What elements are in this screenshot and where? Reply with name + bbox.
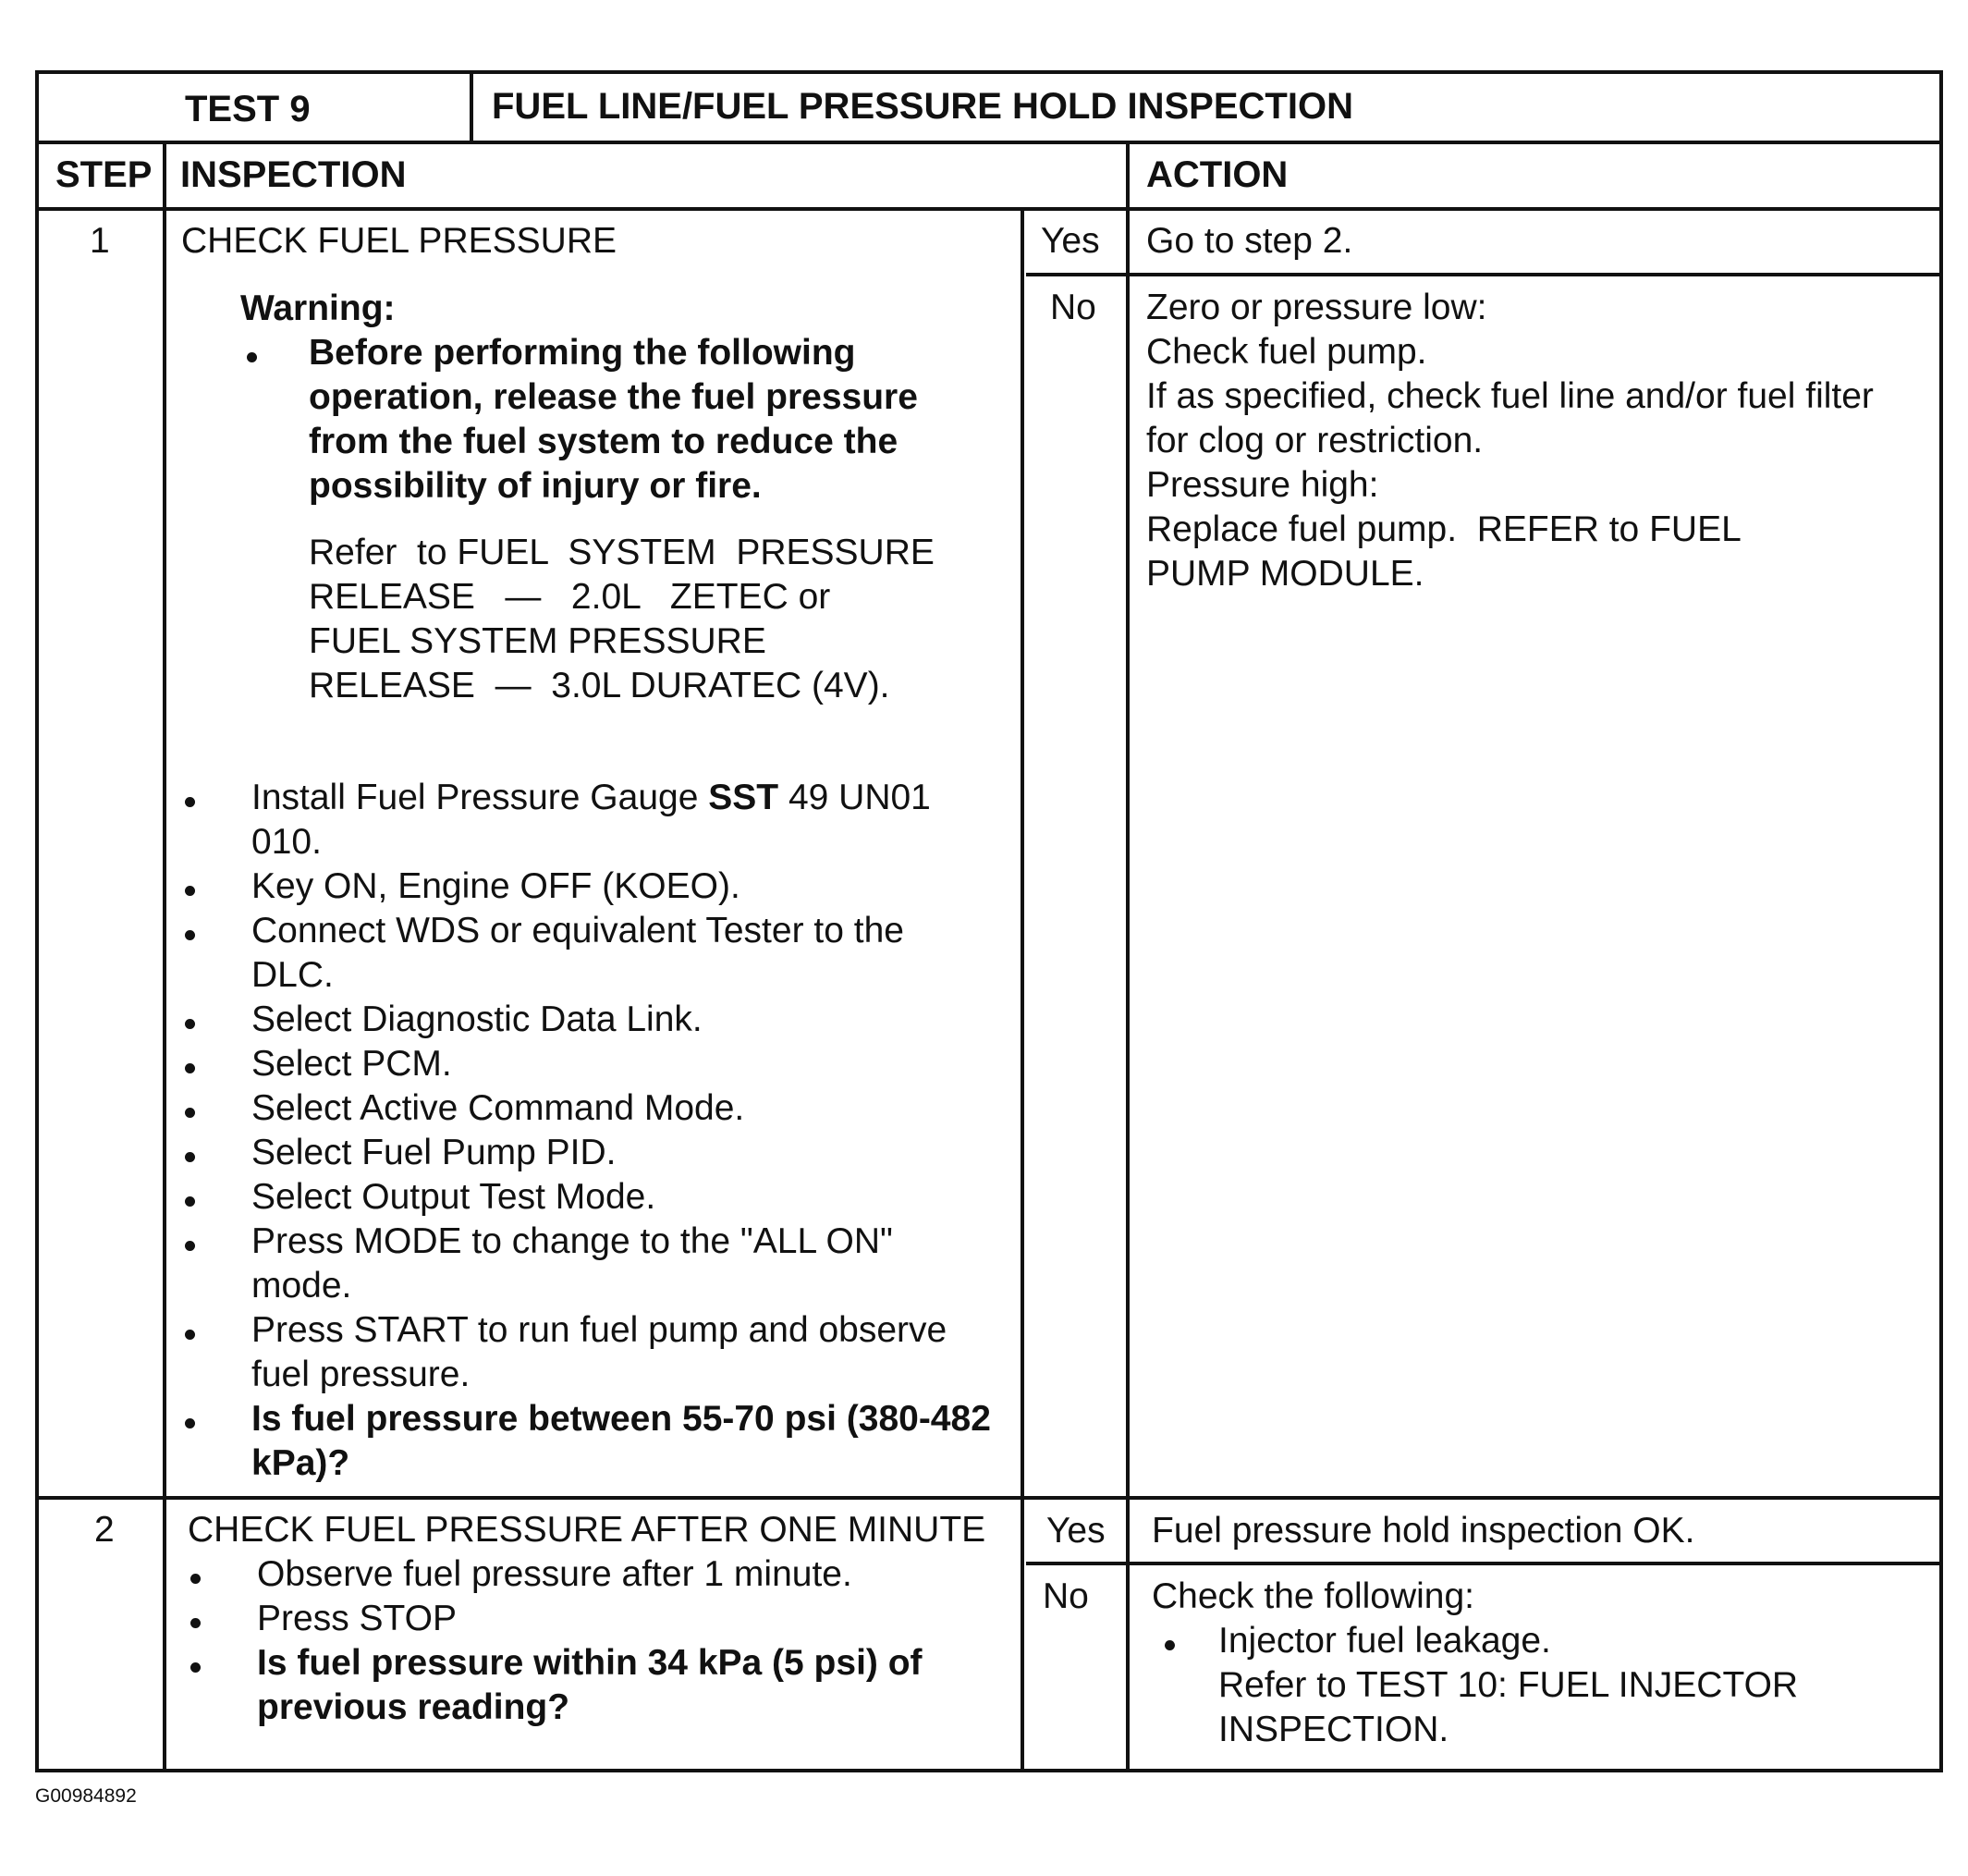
procedure-item: Select PCM. <box>251 1044 452 1084</box>
grid-line <box>1026 273 1943 276</box>
procedure-item: Select Fuel Pump PID. <box>251 1133 617 1172</box>
warning-line: operation, release the fuel pressure <box>309 377 918 417</box>
bullet-icon <box>185 1152 195 1162</box>
bullet-icon <box>185 1241 195 1251</box>
result-no-action-line: Pressure high: <box>1146 465 1379 505</box>
column-header-action: ACTION <box>1146 154 1289 195</box>
procedure-item-continued: fuel pressure. <box>251 1355 471 1394</box>
procedure-item: Connect WDS or equivalent Tester to the <box>251 911 904 950</box>
step-number: 2 <box>94 1510 115 1550</box>
table-border-right <box>1939 70 1943 1772</box>
refer-line: Refer to FUEL SYSTEM PRESSURE <box>309 533 935 572</box>
procedure-question-continued: previous reading? <box>257 1687 570 1727</box>
grid-line <box>470 70 473 142</box>
step-title: CHECK FUEL PRESSURE <box>181 221 617 261</box>
result-no-action-line: If as specified, check fuel line and/or fuel filter <box>1146 376 1874 416</box>
grid-line <box>35 1496 1943 1500</box>
procedure-item: Press MODE to change to the "ALL ON" <box>251 1221 893 1261</box>
grid-line <box>1021 207 1024 1772</box>
result-no-action-refer: INSPECTION. <box>1218 1710 1449 1749</box>
result-no-action-line: Replace fuel pump. REFER to FUEL <box>1146 509 1742 549</box>
figure-id: G00984892 <box>35 1785 137 1807</box>
bullet-icon <box>185 1196 195 1207</box>
result-no-action-line: Check fuel pump. <box>1146 332 1427 372</box>
table-border-left <box>35 70 39 1772</box>
bullet-icon <box>247 352 257 362</box>
bullet-icon <box>185 1019 195 1029</box>
bullet-icon <box>185 1063 195 1073</box>
bullet-icon <box>185 797 195 807</box>
procedure-item-continued: mode. <box>251 1266 352 1306</box>
result-no-action-refer: Refer to TEST 10: FUEL INJECTOR <box>1218 1665 1799 1705</box>
result-yes-label: Yes <box>1041 221 1100 261</box>
result-no-action-heading: Check the following: <box>1152 1576 1475 1616</box>
procedure-item-continued: 010. <box>251 822 322 862</box>
bullet-icon <box>190 1574 201 1584</box>
test-title: FUEL LINE/FUEL PRESSURE HOLD INSPECTION <box>492 86 1353 127</box>
result-yes-action: Fuel pressure hold inspection OK. <box>1152 1511 1695 1551</box>
procedure-item <box>251 776 931 820</box>
result-no-action-line: PUMP MODULE. <box>1146 554 1424 594</box>
procedure-item: Press STOP <box>257 1599 458 1638</box>
warning-line: from the fuel system to reduce the <box>309 422 898 461</box>
bullet-icon <box>185 1330 195 1340</box>
refer-line: FUEL SYSTEM PRESSURE <box>309 621 766 661</box>
result-no-action-line: for clog or restriction. <box>1146 421 1484 460</box>
bullet-icon <box>1165 1640 1175 1650</box>
procedure-item: Key ON, Engine OFF (KOEO). <box>251 866 740 906</box>
step-title: CHECK FUEL PRESSURE AFTER ONE MINUTE <box>188 1510 986 1550</box>
bullet-icon <box>185 1418 195 1428</box>
grid-line <box>35 141 1943 144</box>
tool-label: SST <box>708 778 779 817</box>
procedure-item: Select Active Command Mode. <box>251 1088 745 1128</box>
result-no-action-line: Zero or pressure low: <box>1146 288 1487 327</box>
procedure-question-continued: kPa)? <box>251 1443 350 1483</box>
procedure-item: Observe fuel pressure after 1 minute. <box>257 1554 852 1594</box>
result-yes-action: Go to step 2. <box>1146 221 1353 261</box>
grid-line <box>1026 1562 1943 1565</box>
column-header-inspection: INSPECTION <box>180 154 407 195</box>
procedure-item: Select Diagnostic Data Link. <box>251 999 703 1039</box>
result-yes-label: Yes <box>1046 1511 1106 1551</box>
refer-line: RELEASE — 2.0L ZETEC or <box>309 577 831 617</box>
table-border-top <box>35 70 1943 74</box>
result-no-action-item: Injector fuel leakage. <box>1218 1621 1551 1661</box>
procedure-question: Is fuel pressure between 55-70 psi (380-482 <box>251 1399 991 1439</box>
tool-number: 49 UN01 <box>778 778 931 817</box>
result-no-label: No <box>1050 288 1096 327</box>
bullet-icon <box>190 1662 201 1673</box>
procedure-item: Select Output Test Mode. <box>251 1177 656 1217</box>
test-label: TEST 9 <box>185 89 311 129</box>
bullet-icon <box>190 1618 201 1628</box>
procedure-item: Press START to run fuel pump and observe <box>251 1310 947 1350</box>
procedure-text: Install Fuel Pressure Gauge <box>251 778 709 817</box>
warning-line: Before performing the following <box>309 333 856 373</box>
procedure-item-continued: DLC. <box>251 955 334 995</box>
warning-line: possibility of injury or fire. <box>309 466 762 506</box>
warning-label: Warning: <box>240 288 396 328</box>
bullet-icon <box>185 930 195 940</box>
bullet-icon <box>185 886 195 896</box>
bullet-icon <box>185 1108 195 1118</box>
table-border-bottom <box>35 1769 1943 1772</box>
step-number: 1 <box>90 221 110 261</box>
result-no-label: No <box>1043 1576 1089 1616</box>
refer-line: RELEASE — 3.0L DURATEC (4V). <box>309 666 890 705</box>
procedure-question: Is fuel pressure within 34 kPa (5 psi) of <box>257 1643 923 1683</box>
grid-line <box>1126 141 1130 1772</box>
column-header-step: STEP <box>55 154 153 195</box>
grid-line <box>163 141 166 1772</box>
grid-line <box>35 207 1943 211</box>
